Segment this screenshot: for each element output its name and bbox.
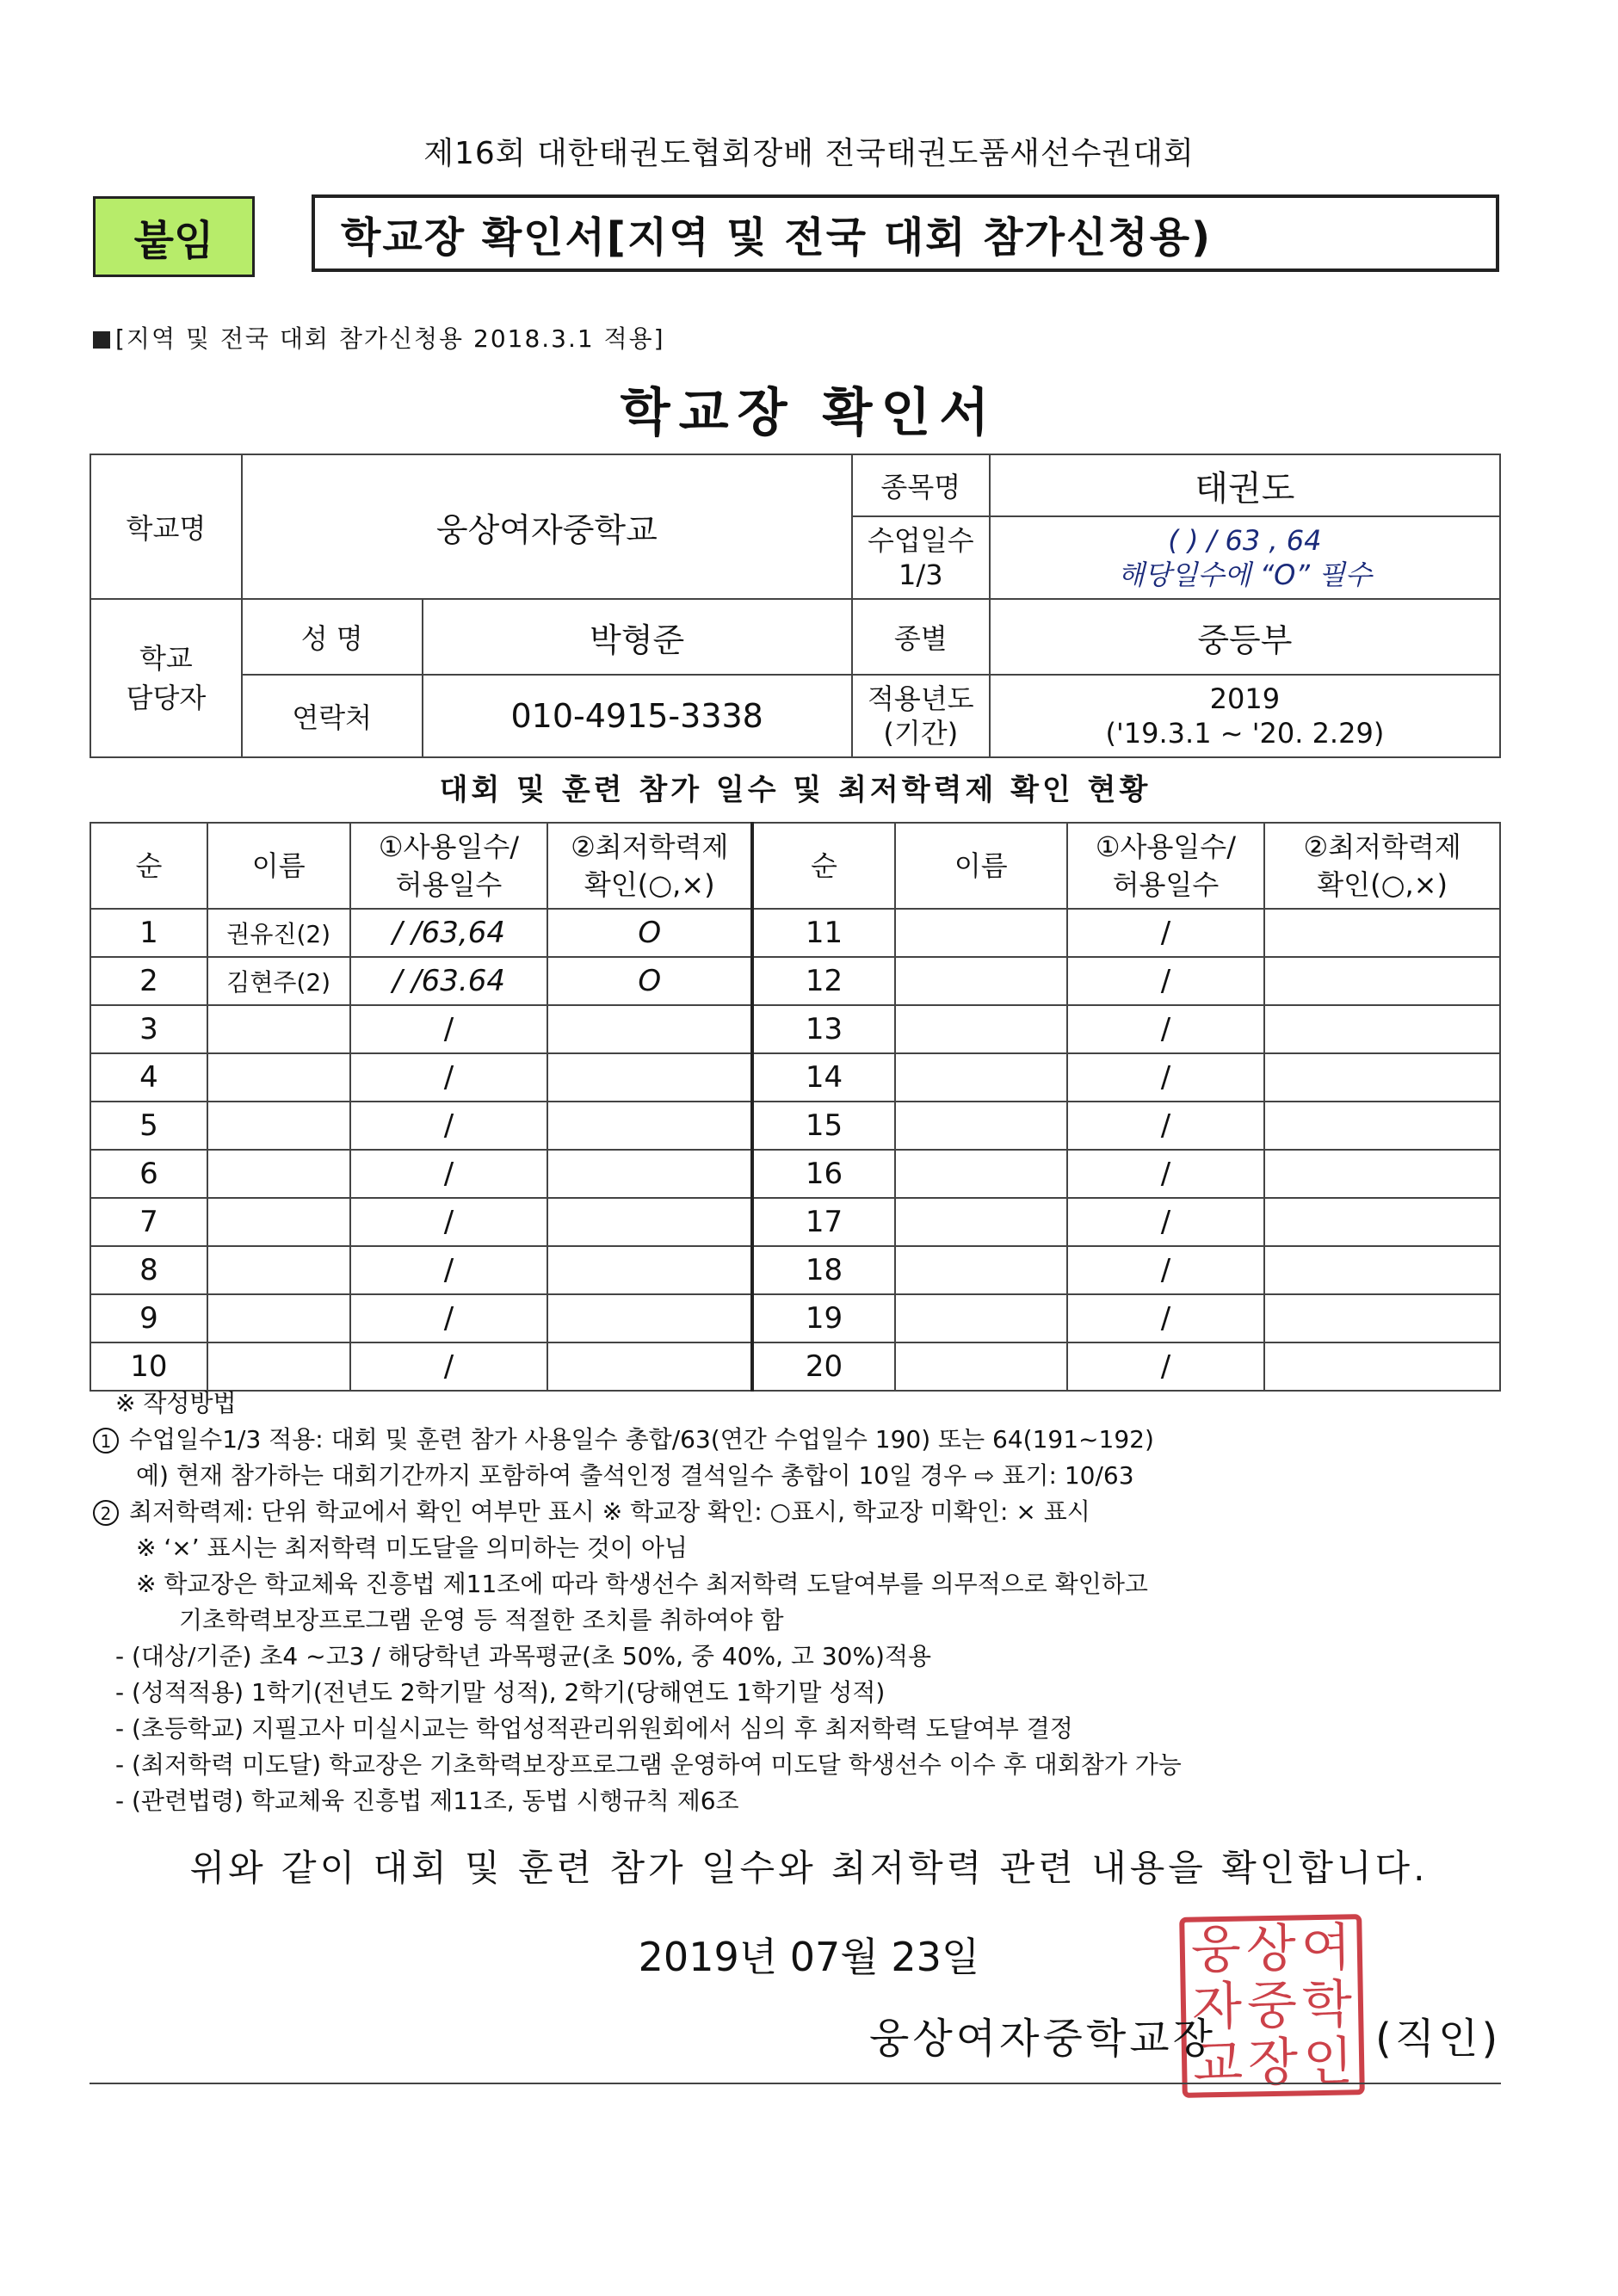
seal-character: 중	[1246, 1975, 1298, 2037]
seal-character: 상	[1245, 1918, 1297, 1980]
contact-value: 010-4915-3338	[423, 675, 852, 757]
instruction-detail-5: - (관련법령) 학교체육 진흥법 제11조, 동법 시행규칙 제6조	[115, 1787, 739, 1815]
row-min-right	[1264, 1005, 1500, 1053]
class-days-value-line1: ( ) / 63 , 64	[1168, 524, 1322, 557]
participation-roster-table	[90, 822, 1501, 1392]
row-no-right: 17	[752, 1198, 895, 1246]
seal-label: (직인)	[1375, 2015, 1502, 2063]
row-name-left: 김현주(2)	[207, 957, 350, 1005]
instruction-detail-2: - (성적적용) 1학기(전년도 2학기말 성적), 2학기(당해연도 1학기말 성적)	[115, 1678, 886, 1707]
row-min-right	[1264, 1102, 1500, 1150]
header-days-line2: 허용일수	[395, 868, 503, 901]
row-no-left: 2	[90, 957, 207, 1005]
table-row	[90, 1246, 1500, 1294]
row-no-left: 6	[90, 1150, 207, 1198]
row-days-left: /	[350, 1102, 548, 1150]
applicability-note	[93, 320, 665, 355]
row-name-right	[895, 1198, 1067, 1246]
row-days-right: /	[1067, 1150, 1265, 1198]
row-days-right: /	[1067, 909, 1265, 957]
attachment-badge: 붙임	[93, 196, 255, 277]
class-days-label-text: 수업일수 1/3	[867, 524, 974, 591]
confirmation-statement: 위와 같이 대회 및 훈련 참가 일수와 최저학력 관련 내용을 확인합니다.	[189, 1847, 1429, 1889]
table-row	[90, 1294, 1500, 1342]
row-no-right: 13	[752, 1005, 895, 1053]
seal-character: 자	[1191, 1976, 1243, 2038]
instruction-detail-3: - (초등학교) 지필고사 미실시교는 학업성적관리위원회에서 심의 후 최저학력 도달여부 결정	[115, 1714, 1073, 1743]
seal-character: 여	[1300, 1917, 1352, 1979]
row-min-left: O	[547, 957, 752, 1005]
header-min-line2: 확인(○,×)	[1317, 868, 1448, 901]
header-min-line2: 확인(○,×)	[584, 868, 715, 901]
row-min-left	[547, 1246, 752, 1294]
row-name-right	[895, 1005, 1067, 1053]
principal-title: 웅상여자중학교장	[869, 2015, 1216, 2063]
row-no-right: 16	[752, 1150, 895, 1198]
seal-character: 학	[1301, 1974, 1353, 2036]
class-days-value-line2: 해당일수에 “O” 필수	[1117, 559, 1372, 591]
apply-year-value-line1: 2019	[1209, 682, 1281, 715]
apply-year-label-line1: 적용년도	[867, 682, 974, 715]
class-days-label	[852, 516, 990, 599]
row-min-right	[1264, 1053, 1500, 1102]
signature-date: 2019년 07월 23일	[638, 1934, 980, 1980]
row-name-right	[895, 1053, 1067, 1102]
row-name-right	[895, 1102, 1067, 1150]
roster-header-row	[90, 823, 1500, 909]
row-name-right	[895, 909, 1067, 957]
header-name-right: 이름	[895, 823, 1067, 909]
row-min-left	[547, 1053, 752, 1102]
contact-label: 연락처	[242, 675, 423, 757]
row-min-right	[1264, 1294, 1500, 1342]
header-days-left	[350, 823, 548, 909]
row-days-left: /	[350, 1246, 548, 1294]
row-name-right	[895, 1294, 1067, 1342]
row-days-right: /	[1067, 1005, 1265, 1053]
form-title-box	[312, 194, 1499, 272]
division-label: 종별	[852, 599, 990, 675]
row-days-left: / /63,64	[350, 909, 548, 957]
row-days-right: /	[1067, 957, 1265, 1005]
row-name-right	[895, 957, 1067, 1005]
row-min-left	[547, 1198, 752, 1246]
row-min-right	[1264, 1246, 1500, 1294]
manager-label-text: 학교 담당자	[126, 642, 207, 714]
row-days-right: /	[1067, 1294, 1265, 1342]
event-title: 제16회 대한태권도협회장배 전국태권도품새선수권대회	[423, 136, 1195, 171]
instructions-heading: ※ 작성방법	[115, 1389, 237, 1417]
row-no-right: 14	[752, 1053, 895, 1102]
instruction-detail-4: - (최저학력 미도달) 학교장은 기초학력보장프로그램 운영하여 미도달 학생선수 이수 후 대회참가 가능	[115, 1750, 1182, 1779]
row-name-left	[207, 1005, 350, 1053]
row-min-right	[1264, 1342, 1500, 1391]
document-title: 학교장 확인서	[620, 383, 998, 443]
row-no-right: 18	[752, 1246, 895, 1294]
table-row	[90, 1053, 1500, 1102]
row-days-right: /	[1067, 1246, 1265, 1294]
header-min-line1: ②최저학력제	[1303, 830, 1461, 863]
seal-character: 장	[1247, 2032, 1299, 2094]
form-title: 학교장 확인서[지역 및 전국 대회 참가신청용)	[341, 213, 1213, 262]
row-min-right	[1264, 957, 1500, 1005]
row-days-right: /	[1067, 1053, 1265, 1102]
sport-value: 태권도	[990, 454, 1500, 516]
row-days-right: /	[1067, 1342, 1265, 1391]
row-days-right: /	[1067, 1198, 1265, 1246]
name-label: 성 명	[242, 599, 423, 675]
table-row	[90, 1102, 1500, 1150]
table-row	[90, 909, 1500, 957]
seal-character: 인	[1302, 2031, 1354, 2093]
row-min-right	[1264, 1198, 1500, 1246]
row-min-left	[547, 1005, 752, 1053]
header-no-right: 순	[752, 823, 895, 909]
manager-label	[90, 599, 242, 757]
instruction-item-1-text: 수업일수1/3 적용: 대회 및 훈련 참가 사용일수 총합/63(연간 수업일수 190) 또는 64(191~192)	[129, 1425, 1154, 1454]
row-min-left: O	[547, 909, 752, 957]
row-min-right	[1264, 909, 1500, 957]
seal-character: 교	[1192, 2033, 1244, 2095]
instruction-item-2	[93, 1494, 1539, 1530]
apply-year-value	[990, 675, 1500, 757]
row-no-right: 15	[752, 1102, 895, 1150]
row-no-right: 20	[752, 1342, 895, 1391]
table-row	[90, 1005, 1500, 1053]
header-days-line1: ①사용일수/	[1095, 830, 1236, 863]
row-days-left: / /63.64	[350, 957, 548, 1005]
class-days-value	[990, 516, 1500, 599]
row-no-right: 19	[752, 1294, 895, 1342]
row-days-left: /	[350, 1342, 548, 1391]
school-name-label: 학교명	[90, 454, 242, 599]
header-days-line1: ①사용일수/	[378, 830, 520, 863]
table-row	[90, 1150, 1500, 1198]
instruction-note-1: ※ ‘×’ 표시는 최저학력 미도달을 의미하는 것이 아님	[136, 1534, 688, 1562]
instruction-note-2-cont: 기초학력보장프로그램 운영 등 적절한 조치를 취하여야 함	[179, 1606, 784, 1634]
row-name-left	[207, 1150, 350, 1198]
row-name-left	[207, 1198, 350, 1246]
bottom-divider	[90, 2083, 1501, 2084]
row-days-right: /	[1067, 1102, 1265, 1150]
header-min-right	[1264, 823, 1500, 909]
row-name-right	[895, 1246, 1067, 1294]
row-name-left	[207, 1294, 350, 1342]
row-no-right: 11	[752, 909, 895, 957]
row-min-left	[547, 1342, 752, 1391]
sport-label: 종목명	[852, 454, 990, 516]
row-no-left: 9	[90, 1294, 207, 1342]
apply-year-value-line2: ('19.3.1 ~ '20. 2.29)	[1105, 717, 1385, 750]
instruction-item-1	[93, 1422, 1539, 1458]
row-min-left	[547, 1102, 752, 1150]
row-no-left: 7	[90, 1198, 207, 1246]
row-name-left	[207, 1053, 350, 1102]
row-no-left: 4	[90, 1053, 207, 1102]
apply-year-label-line2: (기간)	[883, 717, 959, 750]
header-days-line2: 허용일수	[1112, 868, 1220, 901]
instruction-item-2-text: 최저학력제: 단위 학교에서 확인 여부만 표시 ※ 학교장 확인: ○표시, 학교장 미확인: × 표시	[129, 1497, 1090, 1526]
row-no-left: 1	[90, 909, 207, 957]
square-bullet-icon	[93, 331, 110, 349]
row-days-left: /	[350, 1005, 548, 1053]
school-name-value: 웅상여자중학교	[242, 454, 852, 599]
row-min-left	[547, 1294, 752, 1342]
row-days-left: /	[350, 1294, 548, 1342]
header-no-left: 순	[90, 823, 207, 909]
circled-number-2: 2	[93, 1500, 119, 1526]
row-no-left: 3	[90, 1005, 207, 1053]
row-days-left: /	[350, 1053, 548, 1102]
roster-section-title: 대회 및 훈련 참가 일수 및 최저학력제 확인 현황	[439, 773, 1152, 807]
instruction-detail-1: - (대상/기준) 초4 ~고3 / 해당학년 과목평균(초 50%, 중 40%, 고 30%)적용	[115, 1642, 932, 1670]
row-name-right	[895, 1342, 1067, 1391]
school-info-table	[90, 454, 1501, 758]
division-value: 중등부	[990, 599, 1500, 675]
row-days-left: /	[350, 1150, 548, 1198]
instruction-note-2: ※ 학교장은 학교체육 진흥법 제11조에 따라 학생선수 최저학력 도달여부를 의무적으로 확인하고	[136, 1570, 1148, 1598]
row-name-left	[207, 1342, 350, 1391]
row-name-left	[207, 1102, 350, 1150]
table-row	[90, 1342, 1500, 1391]
manager-name-value: 박형준	[423, 599, 852, 675]
row-no-left: 5	[90, 1102, 207, 1150]
row-days-left: /	[350, 1198, 548, 1246]
row-name-left	[207, 1246, 350, 1294]
row-no-left: 10	[90, 1342, 207, 1391]
instruction-item-1-example: 예) 현재 참가하는 대회기간까지 포함하여 출석인정 결석일수 총합이 10일 경우 ⇨ 표기: 10/63	[136, 1461, 1134, 1490]
header-min-line1: ②최저학력제	[571, 830, 729, 863]
row-min-right	[1264, 1150, 1500, 1198]
row-no-left: 8	[90, 1246, 207, 1294]
table-row	[90, 957, 1500, 1005]
row-name-right	[895, 1150, 1067, 1198]
seal-character: 웅	[1190, 1919, 1242, 1981]
header-min-left	[547, 823, 752, 909]
header-name-left: 이름	[207, 823, 350, 909]
table-row	[90, 1198, 1500, 1246]
header-days-right	[1067, 823, 1265, 909]
row-no-right: 12	[752, 957, 895, 1005]
applicability-text: [지역 및 전국 대회 참가신청용 2018.3.1 적용]	[115, 324, 665, 353]
row-min-left	[547, 1150, 752, 1198]
row-name-left: 권유진(2)	[207, 909, 350, 957]
circled-number-1: 1	[93, 1428, 119, 1454]
apply-year-label	[852, 675, 990, 757]
instructions-block	[93, 1386, 1539, 1819]
